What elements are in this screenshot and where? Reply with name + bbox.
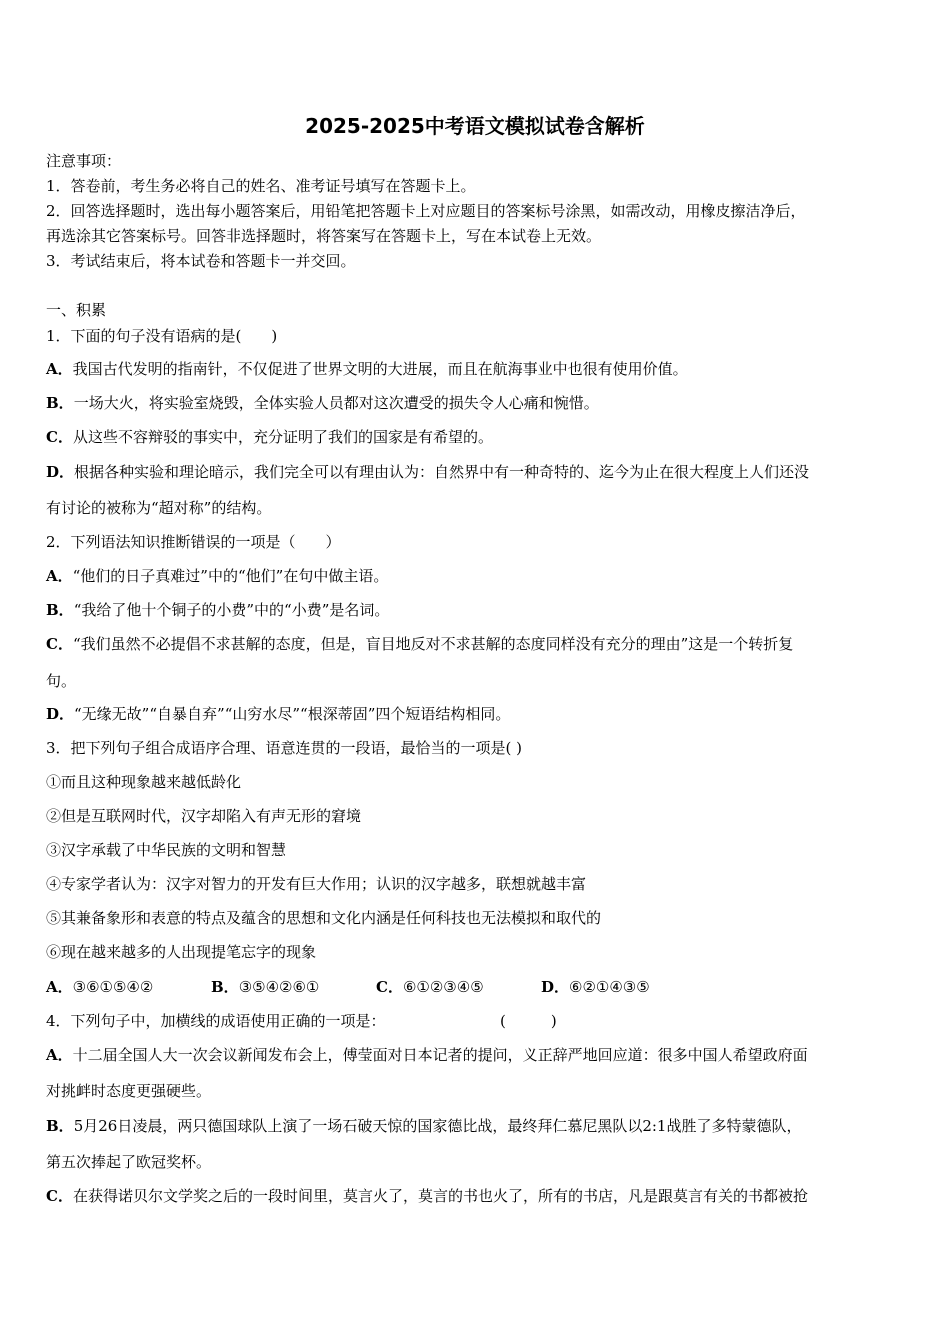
option-letter: D． — [541, 978, 570, 996]
option-letter: B． — [46, 1117, 74, 1135]
q1-option-b: B．一场大火，将实验室烧毁，全体实验人员都对这次遭受的损失令人心痛和惋惜。 — [46, 394, 599, 412]
q4-option-b-cont: 第五次捧起了欧冠奖杯。 — [46, 1153, 212, 1171]
q4-answer-paren: ( ) — [500, 1012, 557, 1030]
q2-option-c: C．“我们虽然不必提倡不求甚解的态度，但是，盲目地反对不求甚解的态度同样没有充分的理由”这是一个转折复 — [46, 635, 794, 653]
q2-stem: 2．下列语法知识推断错误的一项是（ ） — [46, 533, 341, 551]
q1-option-d-cont: 有讨论的被称为“超对称”的结构。 — [46, 499, 272, 517]
q4-option-c: C．在获得诺贝尔文学奖之后的一段时间里，莫言火了，莫言的书也火了，所有的书店，凡是跟莫言有关的书都被抢 — [46, 1187, 808, 1205]
q1-option-a: A．我国古代发明的指南针，不仅促进了世界文明的大进展，而且在航海事业中也很有使用价值。 — [46, 360, 688, 378]
q4-option-a-cont: 对挑衅时态度更强硬些。 — [46, 1082, 212, 1100]
notice-item-2-cont: 再选涂其它答案标号。回答非选择题时，将答案写在答题卡上，写在本试卷上无效。 — [46, 227, 602, 245]
q3-sentence-1: ①而且这种现象越来越低龄化 — [46, 773, 242, 791]
q1-stem: 1．下面的句子没有语病的是( ) — [46, 327, 278, 345]
q3-options — [46, 977, 906, 997]
section-heading: 一、积累 — [46, 301, 107, 319]
q2-option-c-cont: 句。 — [46, 672, 77, 690]
option-letter: A． — [46, 978, 73, 996]
option-letter: C． — [376, 978, 403, 996]
option-letter: C． — [46, 1187, 73, 1205]
q2-option-b: B．“我给了他十个铜子的小费”中的“小费”是名词。 — [46, 601, 390, 619]
q4-stem-row — [46, 1011, 906, 1031]
notice-item-2: 2．回答选择题时，选出每小题答案后，用铅笔把答题卡上对应题目的答案标号涂黑，如需改动，用橡皮擦洁净后， — [46, 202, 806, 220]
q3-sentence-6: ⑥现在越来越多的人出现提笔忘字的现象 — [46, 943, 317, 961]
option-letter: B． — [46, 394, 74, 412]
q3-option-c: C．⑥①②③④⑤ — [376, 978, 484, 996]
q3-option-d: D．⑥②①④③⑤ — [541, 978, 650, 996]
q2-option-d: D．“无缘无故”“自暴自弃”“山穷水尽”“根深蒂固”四个短语结构相同。 — [46, 705, 511, 723]
option-letter: A． — [46, 567, 73, 585]
option-letter: A． — [46, 360, 73, 378]
notice-heading: 注意事项： — [46, 152, 122, 170]
q4-option-a: A．十二届全国人大一次会议新闻发布会上，傅莹面对日本记者的提问，义正辞严地回应道：很多中国人希望政府面 — [46, 1046, 808, 1064]
q3-sentence-2: ②但是互联网时代，汉字却陷入有声无形的窘境 — [46, 807, 362, 825]
q3-stem: 3．把下列句子组合成语序合理、语意连贯的一段语，最恰当的一项是( ) — [46, 739, 523, 757]
option-letter: B． — [211, 978, 239, 996]
option-letter: C． — [46, 635, 73, 653]
notice-item-3: 3．考试结束后，将本试卷和答题卡一并交回。 — [46, 252, 356, 270]
q3-option-a: A．③⑥①⑤④② — [46, 978, 154, 996]
option-letter: B． — [46, 601, 74, 619]
option-letter: A． — [46, 1046, 73, 1064]
q3-sentence-3: ③汉字承载了中华民族的文明和智慧 — [46, 841, 287, 859]
q3-option-b: B．③⑤④②⑥① — [211, 978, 320, 996]
notice-item-1: 1．答卷前，考生务必将自己的姓名、准考证号填写在答题卡上。 — [46, 177, 476, 195]
q4-option-b: B．5月26日凌晨，两只德国球队上演了一场石破天惊的国家德比战，最终拜仁慕尼黑队以2:1战胜了多特蒙德队， — [46, 1117, 802, 1135]
option-letter: C． — [46, 428, 73, 446]
option-letter: D． — [46, 705, 75, 723]
q3-sentence-4: ④专家学者认为：汉字对智力的开发有巨大作用；认识的汉字越多，联想就越丰富 — [46, 875, 587, 893]
page-title: 2025-2025中考语文模拟试卷含解析 — [305, 114, 645, 138]
option-letter: D． — [46, 463, 75, 481]
q2-option-a: A．“他们的日子真难过”中的“他们”在句中做主语。 — [46, 567, 389, 585]
q1-option-c: C．从这些不容辩驳的事实中，充分证明了我们的国家是有希望的。 — [46, 428, 493, 446]
q4-stem: 4．下列句子中，加横线的成语使用正确的一项是： — [46, 1012, 386, 1030]
q1-option-d: D．根据各种实验和理论暗示，我们完全可以有理由认为：自然界中有一种奇特的、迄今为止在很大程度上人们还没 — [46, 463, 810, 481]
q3-sentence-5: ⑤其兼备象形和表意的特点及蕴含的思想和文化内涵是任何科技也无法模拟和取代的 — [46, 909, 602, 927]
